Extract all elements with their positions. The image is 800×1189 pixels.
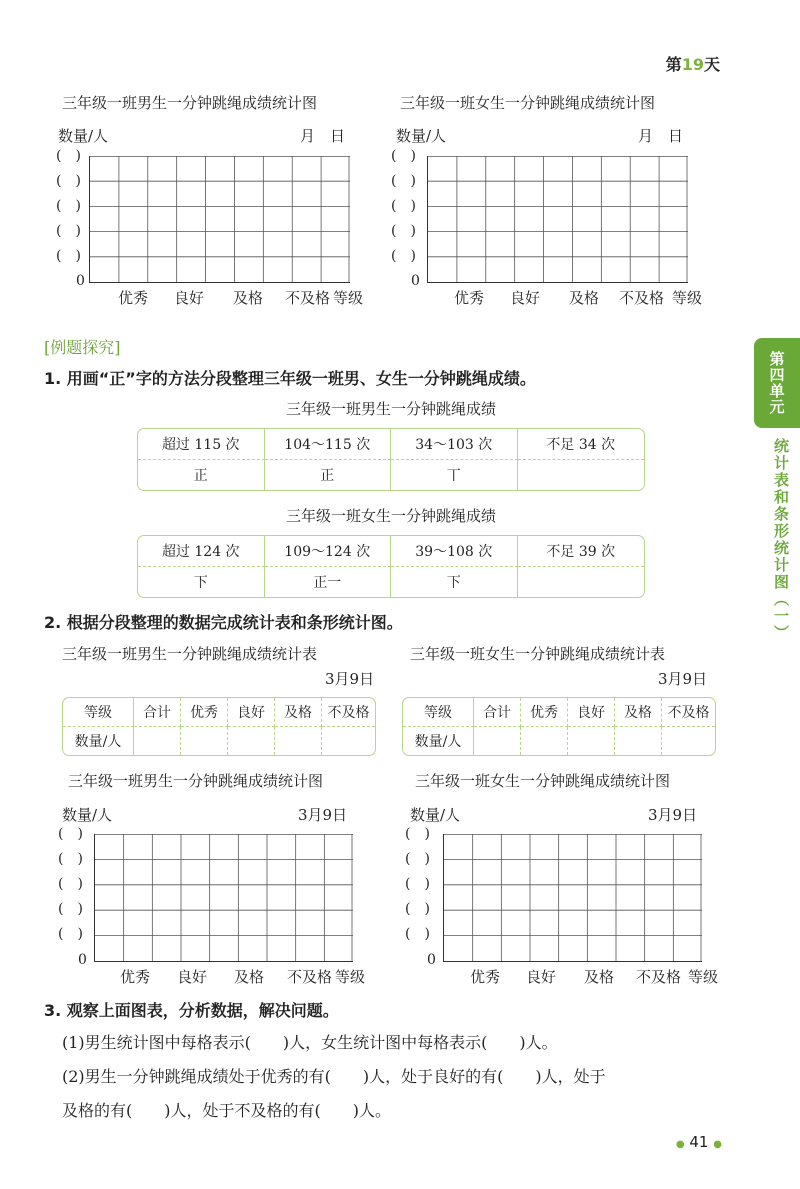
stat-cell[interactable] <box>662 727 715 755</box>
tally-mark <box>518 460 645 490</box>
question-2: 2. 根据分段整理的数据完成统计表和条形统计图。 <box>44 613 403 632</box>
boys-bar-chart-grid[interactable] <box>94 834 353 962</box>
top-chart-boys-parens: ( ) ( ) ( ) ( ) ( ) <box>56 148 81 264</box>
tally-header: 39～108 次 <box>391 536 518 567</box>
tally-header: 超过 115 次 <box>138 429 265 460</box>
boys-stat-table-title: 三年级一班男生一分钟跳绳成绩统计表 <box>62 645 318 663</box>
x-tick-label: 优秀 <box>470 968 501 986</box>
unit-tab: 第四单元 <box>754 338 800 428</box>
stat-header: 不及格 <box>322 698 375 727</box>
stat-cell[interactable] <box>474 727 521 755</box>
top-chart-boys-ylabel: 数量/人 <box>58 127 109 145</box>
stat-header: 等级 <box>403 698 474 727</box>
x-tick-label: 及格 <box>584 968 615 986</box>
stat-row-label: 数量/人 <box>63 727 134 755</box>
boys-stat-table <box>62 697 376 756</box>
top-chart-girls-title: 三年级一班女生一分钟跳绳成绩统计图 <box>400 94 656 112</box>
girls-bar-chart-title: 三年级一班女生一分钟跳绳成绩统计图 <box>415 772 671 790</box>
girls-bar-chart-ylabel: 数量/人 <box>410 806 461 824</box>
stat-header: 良好 <box>228 698 275 727</box>
stat-cell[interactable] <box>228 727 275 755</box>
question-3-part-1: (1)男生统计图中每格表示( )人，女生统计图中每格表示( )人。 <box>62 1033 558 1052</box>
stat-row-label: 数量/人 <box>403 727 474 755</box>
stat-header: 及格 <box>275 698 322 727</box>
x-tick-label: 良好 <box>526 968 557 986</box>
tally-mark <box>518 567 645 597</box>
top-chart-girls-parens: ( ) ( ) ( ) ( ) ( ) <box>391 148 416 264</box>
tally-header: 不足 34 次 <box>518 429 645 460</box>
top-chart-boys-title: 三年级一班男生一分钟跳绳成绩统计图 <box>62 94 318 112</box>
x-tick-label: 不及格 <box>636 968 682 986</box>
question-3-part-2-cont: 及格的有( )人，处于不及格的有( )人。 <box>62 1101 391 1120</box>
tally-header: 104～115 次 <box>265 429 392 460</box>
top-chart-boys-grid[interactable] <box>89 156 350 283</box>
top-chart-girls-zero: 0 <box>411 273 420 289</box>
stat-header: 等级 <box>63 698 134 727</box>
girls-tally-title: 三年级一班女生一分钟跳绳成绩 <box>285 507 496 525</box>
stat-header: 合计 <box>474 698 521 727</box>
stat-header: 合计 <box>134 698 181 727</box>
stat-header: 及格 <box>615 698 662 727</box>
section-label: [例题探究] <box>44 338 121 357</box>
stat-cell[interactable] <box>181 727 228 755</box>
boys-tally-table <box>137 428 645 491</box>
x-tick-label: 优秀 <box>120 968 151 986</box>
stat-cell[interactable] <box>521 727 568 755</box>
unit-topic: 统计表和条形统计图（一） <box>772 438 790 642</box>
x-tick-label: 良好 <box>177 968 208 986</box>
boys-bar-chart-title: 三年级一班男生一分钟跳绳成绩统计图 <box>68 772 324 790</box>
x-tick-label: 不及格 <box>287 968 333 986</box>
girls-bar-chart-zero: 0 <box>427 952 436 968</box>
x-tick-label: 及格 <box>569 289 600 307</box>
boys-tally-title: 三年级一班男生一分钟跳绳成绩 <box>285 400 496 418</box>
top-chart-boys-date: 月 日 <box>300 127 346 145</box>
girls-stat-table-title: 三年级一班女生一分钟跳绳成绩统计表 <box>410 645 666 663</box>
girls-bar-chart-parens: ( ) ( ) ( ) ( ) ( ) <box>405 826 430 942</box>
tally-header: 109～124 次 <box>265 536 392 567</box>
x-tick-label: 良好 <box>510 289 541 307</box>
girls-stat-table-date: 3月9日 <box>658 670 708 688</box>
girls-bar-chart-date: 3月9日 <box>648 806 698 824</box>
x-tick-label: 不及格 <box>285 289 331 307</box>
stat-header: 优秀 <box>521 698 568 727</box>
stat-cell[interactable] <box>568 727 615 755</box>
stat-cell[interactable] <box>615 727 662 755</box>
stat-cell[interactable] <box>134 727 181 755</box>
x-axis-label: 等级 <box>333 289 364 307</box>
tally-header: 不足 39 次 <box>518 536 645 567</box>
x-axis-label: 等级 <box>688 968 719 986</box>
stat-header: 良好 <box>568 698 615 727</box>
stat-cell[interactable] <box>275 727 322 755</box>
top-chart-girls-date: 月 日 <box>638 127 684 145</box>
question-1: 1. 用画“正”字的方法分段整理三年级一班男、女生一分钟跳绳成绩。 <box>44 369 536 388</box>
x-axis-label: 等级 <box>335 968 366 986</box>
dot-icon: ● <box>713 1139 722 1150</box>
girls-bar-chart-grid[interactable] <box>443 834 702 962</box>
boys-stat-table-date: 3月9日 <box>325 670 375 688</box>
stat-header: 优秀 <box>181 698 228 727</box>
boys-bar-chart-date: 3月9日 <box>298 806 348 824</box>
dot-icon: ● <box>675 1139 685 1150</box>
stat-header: 不及格 <box>662 698 715 727</box>
question-3-part-2: (2)男生一分钟跳绳成绩处于优秀的有( )人，处于良好的有( )人，处于 <box>62 1067 606 1086</box>
girls-stat-table <box>402 697 716 756</box>
tally-header: 超过 124 次 <box>138 536 265 567</box>
tally-header: 34～103 次 <box>391 429 518 460</box>
x-tick-label: 不及格 <box>619 289 665 307</box>
tally-mark: 正 <box>265 460 392 490</box>
boys-bar-chart-zero: 0 <box>78 952 87 968</box>
x-tick-label: 及格 <box>234 968 265 986</box>
question-3: 3. 观察上面图表，分析数据，解决问题。 <box>44 1001 339 1020</box>
boys-bar-chart-parens: ( ) ( ) ( ) ( ) ( ) <box>58 826 83 942</box>
top-chart-girls-grid[interactable] <box>427 156 688 283</box>
tally-mark: 丅 <box>391 460 518 490</box>
boys-bar-chart-ylabel: 数量/人 <box>62 806 113 824</box>
stat-cell[interactable] <box>322 727 375 755</box>
page-number: ● 41 ● <box>675 1133 722 1151</box>
x-tick-label: 及格 <box>233 289 264 307</box>
x-tick-label: 优秀 <box>118 289 149 307</box>
x-tick-label: 优秀 <box>454 289 485 307</box>
tally-mark: 正一 <box>265 567 392 597</box>
x-tick-label: 良好 <box>174 289 205 307</box>
girls-tally-table <box>137 535 645 598</box>
tally-mark: 下 <box>138 567 265 597</box>
x-axis-label: 等级 <box>672 289 703 307</box>
tally-mark: 下 <box>391 567 518 597</box>
tally-mark: 正 <box>138 460 265 490</box>
top-chart-boys-zero: 0 <box>76 273 85 289</box>
day-label: 第19天 <box>665 55 720 74</box>
top-chart-girls-ylabel: 数量/人 <box>396 127 447 145</box>
